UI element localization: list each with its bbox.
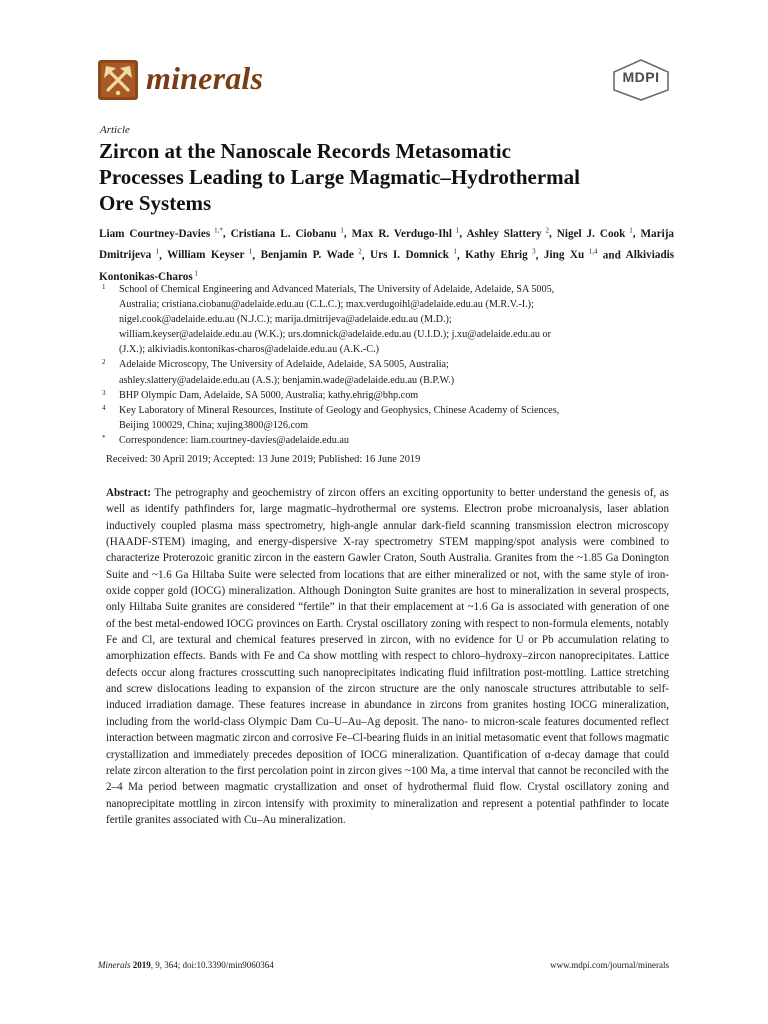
author-affiliation-marker: 1 xyxy=(244,247,253,256)
author xyxy=(544,249,597,261)
author-affiliation-marker: 1 xyxy=(451,226,460,234)
publication-dates: Received: 30 April 2019; Accepted: 13 June 2019; Published: 16 June 2019 xyxy=(106,454,421,465)
article-type: Article xyxy=(100,124,130,136)
author xyxy=(466,228,549,240)
affiliation-line: ashley.slattery@adelaide.edu.au (A.S.); benjamin.wade@adelaide.edu.au (B.P.W.) xyxy=(119,374,455,386)
affiliation-marker: * xyxy=(102,433,106,442)
author xyxy=(261,249,362,261)
article-title xyxy=(99,138,679,216)
affiliations xyxy=(102,282,677,448)
footer-citation-rest: , 9, 364; doi:10.3390/min9060364 xyxy=(150,960,274,970)
author-affiliation-marker: 1 xyxy=(448,247,457,256)
affiliation-line: BHP Olympic Dam, Adelaide, SA 5000, Australia; kathy.ehrig@bhp.com xyxy=(119,389,419,401)
affiliation-line: Adelaide Microscopy, The University of Adelaide, Adelaide, SA 5005, Australia; xyxy=(119,359,449,371)
publisher-name: MDPI xyxy=(622,69,660,85)
author-name: Benjamin P. Wade xyxy=(260,249,354,262)
author-affiliation-marker: 1 xyxy=(336,226,344,234)
author xyxy=(99,228,223,240)
author xyxy=(370,249,457,261)
affiliation xyxy=(102,388,677,403)
journal-logo xyxy=(98,60,138,100)
crossed-pickaxes-icon xyxy=(98,60,138,100)
footer-journal: Minerals xyxy=(98,960,131,970)
author-affiliation-marker: 2 xyxy=(353,247,362,256)
author-affiliation-marker: 1,4 xyxy=(584,247,598,256)
author-affiliation-marker: 2 xyxy=(541,226,550,234)
author xyxy=(557,228,633,240)
author-affiliation-marker: 1 xyxy=(625,226,633,234)
affiliation-line: Key Laboratory of Mineral Resources, Institute of Geology and Geophysics, Chinese Academy of Sciences, xyxy=(119,404,560,416)
author-name: Liam Courtney-Davies xyxy=(99,227,211,240)
journal-name: minerals xyxy=(146,60,264,96)
author-name: Jing Xu xyxy=(543,249,585,262)
affiliation xyxy=(102,403,677,433)
affiliation-marker: 2 xyxy=(102,358,106,367)
author xyxy=(352,228,460,240)
affiliation xyxy=(102,433,677,448)
title-line: Zircon at the Nanoscale Records Metasomatic xyxy=(99,139,511,163)
author-affiliation-marker: 3 xyxy=(527,247,536,256)
abstract-label: Abstract: xyxy=(106,487,151,499)
author-name: Marija Dmitrijeva xyxy=(99,227,675,262)
footer-year: 2019 xyxy=(132,960,151,970)
affiliation-marker: 4 xyxy=(102,403,106,412)
affiliation-marker: 3 xyxy=(102,388,106,397)
affiliation xyxy=(102,282,677,357)
footer-citation xyxy=(98,960,274,970)
author-list: Liam Courtney-Davies $^{1,*}$, Cristiana L. Ciobanu $^1$, Max R. Verdugo-Ihl $^1$, Ashley Slattery $^2$, Nigel J. Cook $^1$, Marija Dmitrijeva $^1$, William Keyser $^1$, Benjamin P. Wade $^2$, Urs I. Domnick $^1$, Kathy Ehrig $^3$, Jing Xu $^{1,4}$ and Alkiviadis Kontonikas-Charos $^1$ xyxy=(99,226,675,284)
affiliation-line: School of Chemical Engineering and Advanced Materials, The University of Adelaide, Adelaide, SA 5005, xyxy=(119,284,555,295)
affiliation-line: william.keyser@adelaide.edu.au (W.K.); urs.domnick@adelaide.edu.au (U.I.D.); j.xu@adelaide.edu.au or xyxy=(119,329,552,341)
author-affiliation-marker: 1,* xyxy=(210,226,223,234)
title-line: Ore Systems xyxy=(99,191,212,215)
author xyxy=(231,228,344,240)
abstract xyxy=(106,485,669,828)
author xyxy=(167,249,252,261)
author-name: Cristiana L. Ciobanu xyxy=(230,227,337,240)
author xyxy=(465,249,536,261)
affiliation-line: Beijing 100029, China; xujing3800@126.com xyxy=(119,419,309,431)
author-affiliation-marker: 1 xyxy=(151,247,160,256)
affiliation-line: (J.X.); alkiviadis.kontonikas-charos@adelaide.edu.au (A.K.-C.) xyxy=(119,344,380,356)
affiliation-line: Australia; cristiana.ciobanu@adelaide.edu.au (C.L.C.); max.verdugoihl@adelaide.edu.au (M.R.V.-I.); xyxy=(119,299,534,311)
title-line: Processes Leading to Large Magmatic–Hydrothermal xyxy=(99,165,580,189)
affiliation xyxy=(102,357,677,387)
affiliation-line: Correspondence: liam.courtney-davies@adelaide.edu.au xyxy=(119,434,350,446)
abstract-text: The petrography and geochemistry of zircon offers an exciting opportunity to better understand the genesis of, as well as identify pathfinders for, large magmatic–hydrothermal ore systems. Electron probe microanalysis, laser ablation inductively coupled plasma mass spectrometry, high-angle annular dark-field scanning transmission electron microscopy (HAADF-STEM) imaging, and energy-dispersive X-ray spectrometry STEM mapping/spot analysis were combined to characterize Proterozoic granitic zircon in the eastern Gawler Craton, South Australia. Granites from the ~1.85 Ga Donington Suite and ~1.6 Ga Hiltaba Suite were selected from locations that are either mineralized or not, with the same style of iron-oxide copper gold (IOCG) mineralization. Although Donington Suite granites are host to mineralization in several prospects, only Hiltaba Suite granites are considered “fertile” in that their emplacement at ~1.6 Ga is associated with generation of one of the best metal-endowed IOCG provinces on Earth. Crystal oscillatory zoning with respect to non-formula elements, notably Fe and Cl, are textural and chemical features preserved in zircon, with no evidence for U or Pb accumulation relating to amorphization effects. Bands with Fe and Ca show mottling with respect to chloro–hydroxy–zircon nanoprecipitates. Lattice defects occur along fractures crosscutting such nanoprecipitates indicating fluid infiltration post-mottling. Lattice stretching and screw dislocations leading to expansion of the zircon structure are the only nanoscale structures attributable to self-induced irradiation damage. These features increase in abundance in zircons from granites hosting IOCG mineralization, including from the world-class Olympic Dam Cu–U–Au–Ag deposit. The nano- to micron-scale features documented reflect interaction between magmatic zircon and corrosive Fe–Cl-bearing fluids in an initial metasomatic event that follows magmatic crystallization and immediately precedes deposition of IOCG mineralization. Quantification of α-decay damage that could relate zircon alteration to the first percolation point in zircon gives ~100 Ma, a time interval that cannot be reconciled with the 2–4 Ma period between magmatic crystallization and onset of hydrothermal fluid flow. Crystal oscillatory zoning and nanoprecipitate mottling in zircon intensify with proximity to mineralization and represent a potential pathfinder to locate fertile granites associated with Cu–Au mineralization. xyxy=(106,487,669,826)
author-name: Kathy Ehrig xyxy=(465,249,528,262)
author-name: Alkiviadis Kontonikas-Charos xyxy=(99,249,675,284)
author-name: Nigel J. Cook xyxy=(556,227,626,240)
affiliation-line: nigel.cook@adelaide.edu.au (N.J.C.); marija.dmitrijeva@adelaide.edu.au (M.D.); xyxy=(119,314,452,326)
author-affiliation-marker: 1 xyxy=(192,269,198,278)
affiliation-marker: 1 xyxy=(102,283,106,291)
author-name: Max R. Verdugo-Ihl xyxy=(351,227,452,240)
publisher-logo xyxy=(610,58,672,102)
footer-url[interactable]: www.mdpi.com/journal/minerals xyxy=(550,960,669,970)
author-name: Ashley Slattery xyxy=(466,227,542,240)
author-name: William Keyser xyxy=(167,249,245,262)
author-name: Urs I. Domnick xyxy=(370,249,449,262)
